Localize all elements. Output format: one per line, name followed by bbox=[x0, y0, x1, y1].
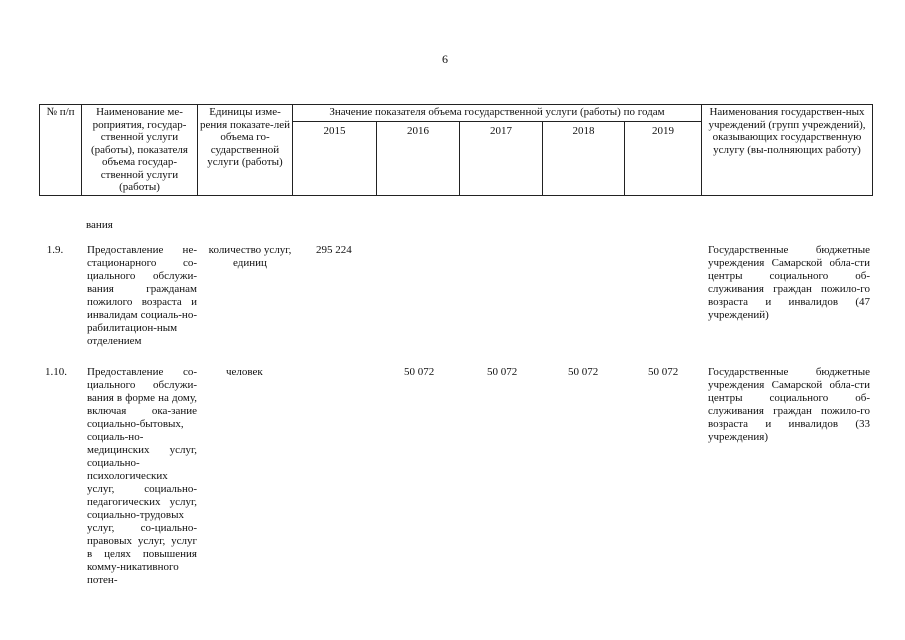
header-units: Единицы изме-рения показате-лей объема го-сударственной услуги (работы) bbox=[198, 105, 293, 196]
page-number: 6 bbox=[442, 52, 448, 66]
row-1-10-units: человек bbox=[226, 366, 263, 378]
row-1-10-institutions: Государственные бюджетные учреждения Самарской обла-сти центры социального об-служивания граждан пожило-го возраста и инвалидов (33 учреждения) bbox=[708, 366, 870, 443]
continuation-text: вания bbox=[86, 219, 113, 231]
row-1-9-institutions: Государственные бюджетные учреждения Самарской обла-сти центры социального об-служивания граждан пожило-го возраста и инвалидов (47 учреждений) bbox=[708, 244, 870, 321]
header-num: № п/п bbox=[40, 105, 82, 196]
header-year-2015: 2015 bbox=[293, 121, 377, 195]
table-header bbox=[39, 104, 873, 196]
header-name: Наименование ме-роприятия, государ-ственной услуги (работы), показателя объема государ-ственной услуги (работы) bbox=[82, 105, 198, 196]
header-values-group: Значение показателя объема государственной услуги (работы) по годам bbox=[293, 105, 702, 122]
header-year-2018: 2018 bbox=[543, 121, 625, 195]
row-1-10-value-2017: 50 072 bbox=[487, 366, 518, 378]
row-1-10-value-2016: 50 072 bbox=[404, 366, 435, 378]
row-1-10-name: Предоставление со-циального обслужи-вания в форме на дому, включая ока-зание социально-бытовых, социаль-но-медицинских услуг, социально-психологических услуг, социально-педагогических услуг, социально-трудовых услуг, со-циально-правовых услуг, услуг в целях повышения комму-никативного потен- bbox=[87, 366, 197, 586]
row-1-10-num: 1.10. bbox=[45, 366, 67, 378]
header-year-2016: 2016 bbox=[377, 121, 460, 195]
row-1-10-value-2019: 50 072 bbox=[648, 366, 679, 378]
row-1-9-units: количество услуг, единиц bbox=[208, 244, 292, 269]
header-institutions: Наименования государствен-ных учреждений (групп учреждений), оказывающих государственную услугу (вы-полняющих работу) bbox=[702, 105, 873, 196]
row-1-10-value-2018: 50 072 bbox=[568, 366, 599, 378]
header-year-2017: 2017 bbox=[460, 121, 543, 195]
header-year-2019: 2019 bbox=[625, 121, 702, 195]
row-1-9-name: Предоставление не-стационарного со-циального обслужи-вания гражданам пожилого возраста и инвалидам социаль-но-рабилитацион-ным отделением bbox=[87, 244, 197, 347]
row-1-9-value-2015: 295 224 bbox=[316, 244, 352, 256]
row-1-9-num: 1.9. bbox=[46, 244, 64, 256]
